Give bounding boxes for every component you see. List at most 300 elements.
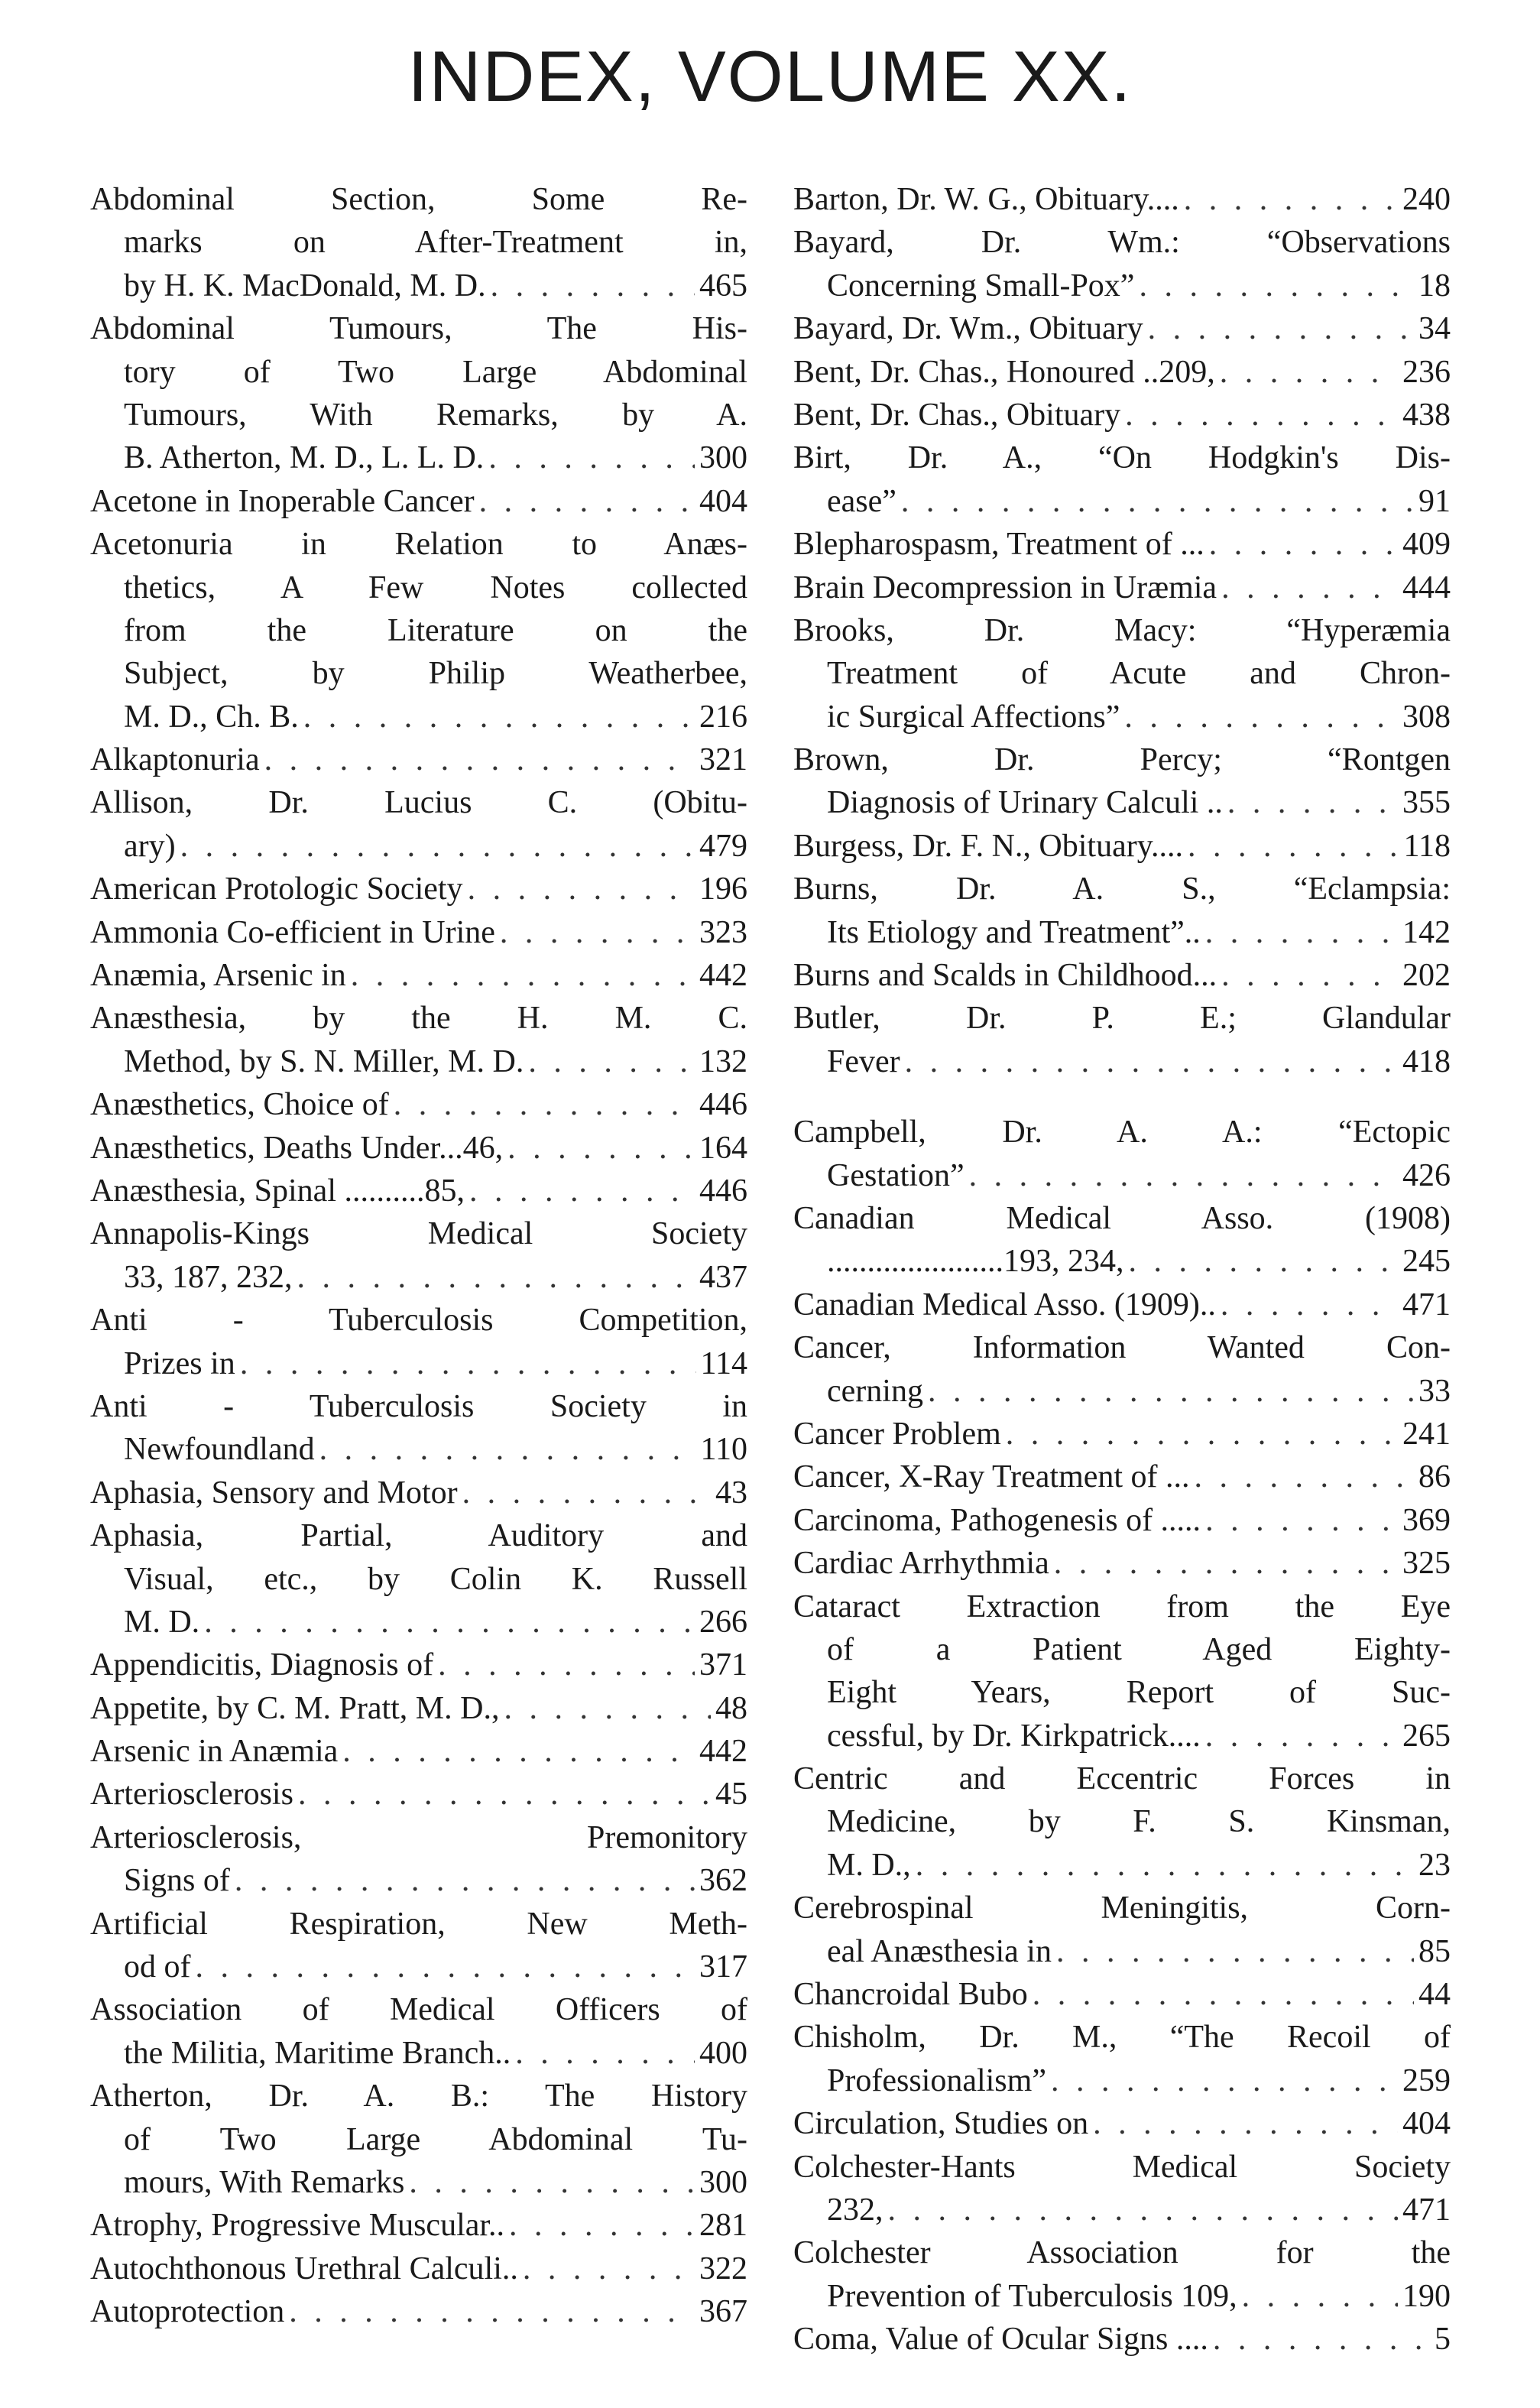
index-entry-text: American Protologic Society — [90, 871, 463, 907]
page-number: 164 — [699, 1130, 747, 1166]
page-number: 404 — [1402, 2106, 1451, 2142]
index-entry — [90, 1514, 747, 1644]
page-number: 426 — [1402, 1157, 1451, 1193]
index-entry — [90, 997, 747, 1083]
page-number: 438 — [1402, 397, 1451, 433]
index-entry-last-line — [90, 1730, 747, 1773]
index-entry-last-line — [793, 2059, 1451, 2102]
index-entry-text: Burns, Dr. A. S., “Eclampsia: — [793, 871, 1451, 907]
index-entry — [90, 1299, 747, 1385]
dot-leader — [1188, 825, 1399, 868]
index-entry-text: Concerning Small-Pox” — [827, 268, 1135, 303]
index-entry-text: thetics, A Few Notes collected — [124, 570, 747, 605]
page-number: 300 — [699, 2164, 747, 2200]
index-entry — [90, 2204, 747, 2247]
index-entry — [793, 1326, 1451, 1413]
index-entry-text: Professionalism” — [827, 2062, 1046, 2098]
index-entry-last-line — [793, 825, 1451, 868]
index-entry-last-line — [90, 1083, 747, 1126]
dot-leader — [523, 2247, 695, 2290]
index-entry-last-line — [793, 2275, 1451, 2318]
index-entry — [90, 1212, 747, 1299]
index-entry-text: M. D., Ch. B. — [124, 699, 299, 735]
index-entry — [793, 436, 1451, 523]
index-entry-last-line — [90, 954, 747, 997]
page-number: 471 — [1402, 1287, 1451, 1322]
index-entry — [90, 480, 747, 523]
index-entry-text: ease” — [827, 483, 896, 519]
index-entry-text: Diagnosis of Urinary Calculi .. — [827, 785, 1223, 821]
index-column-right — [793, 178, 1451, 2361]
index-entry-last-line — [793, 1370, 1451, 1413]
index-entry — [90, 781, 747, 868]
page-number: 44 — [1418, 1977, 1451, 2013]
page-number: 45 — [715, 1777, 747, 1812]
page-number: 216 — [699, 699, 747, 735]
index-entry — [793, 178, 1451, 221]
index-entry-text: od of — [124, 1949, 191, 1985]
dot-leader — [462, 1472, 711, 1514]
dot-leader — [1125, 394, 1398, 436]
index-entry — [90, 1127, 747, 1170]
index-entry-text: ary) — [124, 828, 176, 864]
dot-leader — [1033, 1973, 1414, 2016]
index-entry-text: Treatment of Acute and Chron- — [827, 656, 1451, 692]
index-entry-last-line — [793, 1973, 1451, 2016]
page-number: 190 — [1402, 2278, 1451, 2314]
index-entry — [793, 566, 1451, 609]
dot-leader — [235, 1859, 695, 1902]
index-entry — [90, 2075, 747, 2204]
index-entry-last-line — [793, 351, 1451, 394]
index-entry-text: 33, 187, 232, — [124, 1259, 293, 1295]
index-entry — [90, 738, 747, 781]
index-entry-last-line — [90, 436, 747, 479]
index-entry-last-line — [90, 1040, 747, 1083]
index-entry-text: Method, by S. N. Miller, M. D. — [124, 1043, 524, 1079]
index-entry-last-line — [90, 1946, 747, 1988]
index-entry — [90, 1644, 747, 1686]
index-entry-text: cessful, by Dr. Kirkpatrick.... — [827, 1718, 1201, 1754]
index-entry-text: Artificial Respiration, New Meth- — [90, 1906, 747, 1942]
index-entry-text: B. Atherton, M. D., L. L. D. — [124, 440, 485, 476]
page-number: 362 — [699, 1863, 747, 1899]
index-entry-text: Brooks, Dr. Macy: “Hyperæmia — [793, 612, 1451, 648]
page-number: 259 — [1402, 2062, 1451, 2098]
index-entry — [90, 523, 747, 738]
index-entry-text: Barton, Dr. W. G., Obituary.... — [793, 182, 1179, 217]
index-column-left — [90, 178, 747, 2334]
dot-leader — [240, 1342, 696, 1385]
page-number: 321 — [699, 742, 747, 778]
page-number: 33 — [1418, 1373, 1451, 1409]
index-entry-text: Chisholm, Dr. M., “The Recoil of — [793, 2020, 1451, 2056]
index-entry — [793, 1542, 1451, 1585]
index-entry-text: Gestation” — [827, 1157, 965, 1193]
index-entry-last-line — [90, 2247, 747, 2290]
index-entry-text: Subject, by Philip Weatherbee, — [124, 656, 747, 692]
index-entry-last-line — [90, 1687, 747, 1730]
index-entry-text: Acetonuria in Relation to Anæs- — [90, 527, 747, 563]
index-entry-text: Appendicitis, Diagnosis of — [90, 1647, 434, 1683]
index-entry-text: Arteriosclerosis — [90, 1777, 293, 1812]
dot-leader — [1227, 781, 1398, 824]
page-number: 322 — [699, 2251, 747, 2286]
index-entry-text: M. D., — [827, 1847, 911, 1883]
page-number: 266 — [699, 1604, 747, 1640]
page-number: 265 — [1402, 1718, 1451, 1754]
index-entry-text: Bent, Dr. Chas., Honoured ..209, — [793, 354, 1215, 390]
dot-leader — [409, 2161, 695, 2204]
index-entry — [90, 868, 747, 910]
index-entry — [793, 351, 1451, 394]
index-entry-text: from the Literature on the — [124, 612, 747, 648]
index-entry-last-line — [793, 954, 1451, 997]
page-number: 371 — [699, 1647, 747, 1683]
page-number: 43 — [715, 1475, 747, 1511]
index-entry-text: Visual, etc., by Colin K. Russell — [124, 1561, 747, 1597]
page-number: 323 — [699, 914, 747, 950]
index-entry-last-line — [90, 1859, 747, 1902]
dot-leader — [468, 868, 695, 910]
index-entry — [90, 1083, 747, 1126]
index-entry — [90, 1687, 747, 1730]
page-number: 308 — [1402, 699, 1451, 735]
index-entry-text: Bent, Dr. Chas., Obituary — [793, 397, 1121, 433]
index-entry-text: Blepharospasm, Treatment of ... — [793, 527, 1204, 563]
index-entry-text: Anti - Tuberculosis Competition, — [90, 1303, 747, 1339]
page-number: 404 — [699, 483, 747, 519]
dot-leader — [1205, 911, 1398, 954]
page-number: 48 — [715, 1690, 747, 1726]
dot-leader — [469, 1170, 695, 1212]
page-number: 300 — [699, 440, 747, 476]
dot-leader — [1006, 1413, 1398, 1456]
page-number: 355 — [1402, 785, 1451, 821]
dot-leader — [196, 1946, 695, 1988]
page-number: 91 — [1418, 483, 1451, 519]
index-entry-text: Alkaptonuria — [90, 742, 260, 778]
dot-leader — [1209, 523, 1398, 566]
index-entry — [90, 1472, 747, 1514]
index-entry-last-line — [90, 696, 747, 738]
dot-leader — [1148, 307, 1414, 350]
page-number: 241 — [1402, 1416, 1451, 1452]
index-entry-last-line — [793, 1844, 1451, 1887]
dot-leader — [888, 2189, 1399, 2231]
index-entry-text: Medicine, by F. S. Kinsman, — [827, 1804, 1451, 1840]
index-entry-text: Aphasia, Sensory and Motor — [90, 1475, 458, 1511]
index-entry-last-line — [793, 911, 1451, 954]
index-entry — [90, 1988, 747, 2075]
index-entry-text: eal Anæsthesia in — [827, 1933, 1052, 1969]
index-entry-text: tory of Two Large Abdominal — [124, 354, 747, 390]
page-number: 437 — [699, 1259, 747, 1295]
index-entry-last-line — [90, 480, 747, 523]
index-entry — [793, 2318, 1451, 2361]
page-number: 317 — [699, 1949, 747, 1985]
index-entry-text: Chancroidal Bubo — [793, 1977, 1028, 2013]
index-entry-text: ......................193, 234, — [827, 1244, 1124, 1280]
index-entry-text: Canadian Medical Asso. (1909).. — [793, 1287, 1216, 1322]
index-entry-last-line — [90, 868, 747, 910]
index-entry — [793, 1585, 1451, 1758]
index-entry-last-line — [793, 1930, 1451, 1973]
index-entry-text: Eight Years, Report of Suc- — [827, 1675, 1451, 1711]
index-entry-text: Circulation, Studies on — [793, 2106, 1089, 2142]
index-entry — [793, 221, 1451, 307]
index-entry-text: Prevention of Tuberculosis 109, — [827, 2278, 1237, 2314]
dot-leader — [916, 1844, 1414, 1887]
index-entry — [90, 911, 747, 954]
dot-leader — [491, 264, 695, 307]
index-entry-text: Arsenic in Anæmia — [90, 1734, 339, 1770]
page-number: 132 — [699, 1043, 747, 1079]
index-entry — [90, 1816, 747, 1903]
index-entry-last-line — [793, 523, 1451, 566]
dot-leader — [1221, 1284, 1398, 1326]
index-entry-last-line — [793, 566, 1451, 609]
index-entry-text: Cancer, X-Ray Treatment of ... — [793, 1459, 1190, 1495]
dot-leader — [969, 1154, 1398, 1197]
index-entry-text: Cancer, Information Wanted Con- — [793, 1330, 1451, 1366]
section-gap — [793, 1083, 1451, 1111]
dot-leader — [319, 1428, 696, 1471]
index-entry-text: Brain Decompression in Uræmia — [793, 570, 1217, 605]
index-entry-last-line — [793, 178, 1451, 221]
dot-leader — [1221, 954, 1398, 997]
index-entry-text: Arteriosclerosis, Premonitory — [90, 1819, 747, 1855]
index-entry-text: Anæsthesia, by the H. M. C. — [90, 1001, 747, 1037]
index-entry — [90, 954, 747, 997]
dot-leader — [504, 1687, 711, 1730]
index-entry-last-line — [793, 1715, 1451, 1757]
index-entry-text: Colchester-Hants Medical Society — [793, 2149, 1451, 2185]
index-entry-text: Acetone in Inoperable Cancer — [90, 483, 475, 519]
index-entry — [793, 954, 1451, 997]
page-number: 471 — [1402, 2192, 1451, 2228]
index-entry-text: Anti - Tuberculosis Society in — [90, 1388, 747, 1424]
dot-leader — [264, 738, 695, 781]
index-entry-last-line — [793, 307, 1451, 350]
index-entry — [793, 738, 1451, 825]
index-entry-text: Autochthonous Urethral Calculi.. — [90, 2251, 518, 2286]
index-entry — [90, 1385, 747, 1472]
dot-leader — [1242, 2275, 1398, 2318]
index-entry-text: Campbell, Dr. A. A.: “Ectopic — [793, 1115, 1451, 1150]
index-entry-text: by H. K. MacDonald, M. D. — [124, 268, 486, 303]
dot-leader — [1054, 1542, 1398, 1585]
index-entry — [793, 394, 1451, 436]
dot-leader — [1051, 2059, 1398, 2102]
dot-leader — [1195, 1456, 1414, 1498]
dot-leader — [488, 436, 695, 479]
index-entry — [793, 1499, 1451, 1542]
index-entry-text: marks on After-Treatment in, — [124, 225, 747, 261]
index-entry — [793, 307, 1451, 350]
dot-leader — [289, 2290, 695, 2333]
index-entry-text: Anæsthesia, Spinal ..........85, — [90, 1173, 465, 1209]
index-entry — [793, 609, 1451, 738]
index-entry-last-line — [90, 2161, 747, 2204]
dot-leader — [438, 1644, 695, 1686]
dot-leader — [394, 1083, 695, 1126]
dot-leader — [479, 480, 695, 523]
page-number: 5 — [1435, 2322, 1451, 2358]
index-entry-last-line — [793, 1499, 1451, 1542]
page-number: 245 — [1402, 1244, 1451, 1280]
dot-leader — [515, 2032, 695, 2075]
dot-leader — [928, 1370, 1414, 1413]
index-entry-text: Bayard, Dr. Wm., Obituary — [793, 311, 1143, 347]
index-entry-last-line — [90, 2290, 747, 2333]
dot-leader — [1221, 566, 1398, 609]
index-entry-text: 232, — [827, 2192, 883, 2228]
dot-leader — [1139, 264, 1414, 307]
dot-leader — [1184, 178, 1398, 221]
index-entry — [793, 1973, 1451, 2016]
page-number: 400 — [699, 2035, 747, 2071]
dot-leader — [303, 696, 695, 738]
dot-leader — [500, 911, 695, 954]
index-entry-last-line — [90, 825, 747, 868]
index-entry-text: Prizes in — [124, 1345, 235, 1381]
page-number: 444 — [1402, 570, 1451, 605]
index-entry — [793, 1111, 1451, 1197]
index-entry — [793, 2231, 1451, 2318]
page-title: INDEX, VOLUME XX. — [407, 36, 1133, 116]
dot-leader — [1213, 2318, 1430, 2361]
index-entry-text: Annapolis-Kings Medical Society — [90, 1216, 747, 1252]
dot-leader — [1124, 696, 1398, 738]
page-number: 442 — [699, 958, 747, 994]
index-entry-text: Fever — [827, 1043, 900, 1079]
index-entry — [90, 1773, 747, 1816]
index-entry-text: Burns and Scalds in Childhood... — [793, 958, 1217, 994]
index-entry-text: Cancer Problem — [793, 1416, 1001, 1452]
index-entry-text: Anæmia, Arsenic in — [90, 958, 346, 994]
page-number: 236 — [1402, 354, 1451, 390]
page-number: 86 — [1418, 1459, 1451, 1495]
index-entry-text: Tumours, With Remarks, by A. — [124, 397, 747, 433]
index-entry-last-line — [793, 781, 1451, 824]
index-entry-last-line — [90, 1601, 747, 1644]
index-entry — [793, 2016, 1451, 2102]
index-entry — [793, 1413, 1451, 1456]
index-entry-text: mours, With Remarks — [124, 2164, 405, 2200]
index-entry-last-line — [793, 394, 1451, 436]
index-entry-last-line — [793, 480, 1451, 523]
index-entry-last-line — [90, 1428, 747, 1471]
dot-leader — [342, 1730, 695, 1773]
index-entry-last-line — [793, 264, 1451, 307]
index-entry-text: of a Patient Aged Eighty- — [827, 1631, 1451, 1667]
index-entry-text: the Militia, Maritime Branch.. — [124, 2035, 511, 2071]
dot-leader — [298, 1773, 711, 1816]
index-entry-last-line — [793, 1456, 1451, 1498]
page-number: 446 — [699, 1087, 747, 1123]
index-entry-text: cerning — [827, 1373, 923, 1409]
index-entry-last-line — [90, 1644, 747, 1686]
index-entry-last-line — [90, 1773, 747, 1816]
index-entry-text: ic Surgical Affections” — [827, 699, 1120, 735]
index-entry-text: Autoprotection — [90, 2294, 285, 2330]
index-entry — [90, 2290, 747, 2333]
index-entry — [793, 523, 1451, 566]
index-entry-text: Atherton, Dr. A. B.: The History — [90, 2079, 747, 2114]
index-entry — [793, 1757, 1451, 1887]
dot-leader — [509, 2204, 695, 2247]
index-entry-last-line — [90, 1127, 747, 1170]
index-entry-text: Association of Medical Officers of — [90, 1992, 747, 2028]
dot-leader — [1220, 351, 1398, 394]
dot-leader — [1205, 1499, 1398, 1542]
index-entry-last-line — [793, 1284, 1451, 1326]
index-entry-text: of Two Large Abdominal Tu- — [124, 2121, 747, 2157]
index-entry-text: Newfoundland — [124, 1432, 315, 1468]
page-number: 369 — [1402, 1502, 1451, 1538]
page-number: 202 — [1402, 958, 1451, 994]
index-entry — [793, 868, 1451, 954]
dot-leader — [1093, 2102, 1398, 2145]
dot-leader — [297, 1256, 695, 1299]
page-number: 325 — [1402, 1546, 1451, 1582]
index-entry — [90, 2247, 747, 2290]
dot-leader — [1056, 1930, 1414, 1973]
page-number: 409 — [1402, 527, 1451, 563]
index-entry-last-line — [793, 696, 1451, 738]
index-entry-text: Birt, Dr. A., “On Hodgkin's Dis- — [793, 440, 1451, 476]
index-entry-text: Carcinoma, Pathogenesis of ..... — [793, 1502, 1201, 1538]
index-entry-text: Signs of — [124, 1863, 230, 1899]
index-entry-last-line — [793, 1542, 1451, 1585]
index-entry — [793, 1887, 1451, 1973]
index-entry-text: Bayard, Dr. Wm.: “Observations — [793, 225, 1451, 261]
index-entry-text: Burgess, Dr. F. N., Obituary.... — [793, 828, 1183, 864]
index-entry-text: Abdominal Section, Some Re- — [90, 182, 747, 217]
index-entry-text: Coma, Value of Ocular Signs .... — [793, 2322, 1208, 2358]
index-entry-text: Appetite, by C. M. Pratt, M. D., — [90, 1690, 500, 1726]
index-entry-last-line — [90, 264, 747, 307]
index-entry-last-line — [793, 2318, 1451, 2361]
index-entry-text: Cerebrospinal Meningitis, Corn- — [793, 1890, 1451, 1926]
index-entry-text: Atrophy, Progressive Muscular.. — [90, 2208, 505, 2244]
index-entry-text: Anæsthetics, Deaths Under...46, — [90, 1130, 504, 1166]
index-entry-last-line — [90, 738, 747, 781]
dot-leader — [1129, 1240, 1399, 1283]
page-number: 110 — [700, 1432, 747, 1468]
index-entry-last-line — [793, 1240, 1451, 1283]
index-entry-text: Centric and Eccentric Forces in — [793, 1761, 1451, 1797]
index-entry — [90, 178, 747, 307]
index-entry-last-line — [90, 1342, 747, 1385]
index-entry-last-line — [793, 2102, 1451, 2145]
page-number: 34 — [1418, 311, 1451, 347]
page-number: 114 — [700, 1345, 747, 1381]
dot-leader — [901, 480, 1414, 523]
page-number: 118 — [1403, 828, 1451, 864]
page-number: 446 — [699, 1173, 747, 1209]
index-entry-last-line — [793, 1154, 1451, 1197]
index-entry-text: M. D. — [124, 1604, 200, 1640]
dot-leader — [204, 1601, 695, 1644]
dot-leader — [351, 954, 695, 997]
index-entry-text: Aphasia, Partial, Auditory and — [90, 1518, 747, 1554]
index-entry-last-line — [90, 1472, 747, 1514]
page-number: 281 — [699, 2208, 747, 2244]
index-entry-text: Anæsthetics, Choice of — [90, 1087, 389, 1123]
page-number: 367 — [699, 2294, 747, 2330]
